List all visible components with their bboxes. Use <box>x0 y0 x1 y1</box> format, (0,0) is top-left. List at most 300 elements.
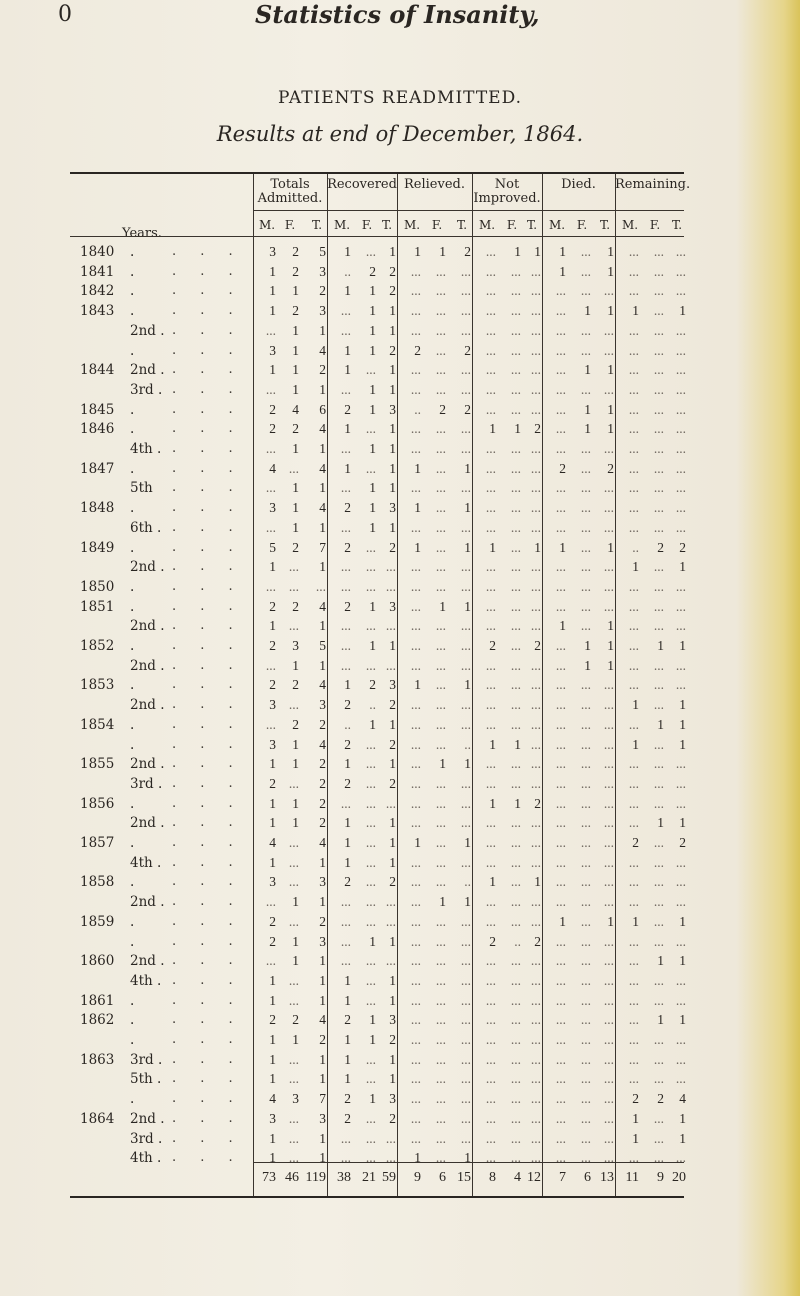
table-cell: 1 <box>439 598 446 614</box>
table-row <box>70 934 684 952</box>
table-cell: ... <box>653 303 664 319</box>
table-cell: 1 <box>319 953 326 969</box>
table-cell: 1 <box>389 716 396 732</box>
table-cell: 1 <box>584 303 591 319</box>
table-cell: 2 <box>269 913 276 929</box>
table-cell: ... <box>460 1012 471 1028</box>
table-cell: 1 <box>389 460 396 476</box>
year-label: 1857 <box>80 835 115 851</box>
table-cell: ... <box>653 598 664 614</box>
table-cell: ... <box>580 697 591 713</box>
year-label: 1849 <box>80 539 115 556</box>
table-cell: ... <box>603 342 614 358</box>
period-label: . <box>130 500 135 517</box>
table-cell: ... <box>675 854 686 870</box>
table-cell: ... <box>485 992 496 1008</box>
table-cell: ... <box>555 381 566 397</box>
table-cell: ... <box>580 1032 591 1047</box>
leader-dots: . . . <box>172 1091 243 1107</box>
table-cell: ... <box>410 441 421 456</box>
table-cell: 2 <box>439 401 446 417</box>
table-cell: 1 <box>679 913 686 929</box>
table-cell: ... <box>530 854 541 870</box>
table-cell: ... <box>485 578 496 594</box>
table-cell: 1 <box>657 638 664 653</box>
table-cell: .. <box>632 539 639 555</box>
total-cell: 15 <box>457 1170 471 1185</box>
table-cell: ... <box>603 953 614 969</box>
table-cell: ... <box>555 795 566 811</box>
table-cell: ... <box>410 1051 421 1067</box>
table-cell: 2 <box>344 736 351 752</box>
table-cell: ... <box>340 618 351 634</box>
table-cell: ... <box>603 1130 614 1146</box>
table-cell: ... <box>510 716 521 732</box>
table-cell: ... <box>628 519 639 535</box>
table-cell: ... <box>628 244 639 259</box>
table-cell: 1 <box>389 1071 396 1087</box>
table-cell: ... <box>628 480 639 496</box>
table-cell: ... <box>555 480 566 496</box>
leader-dots: . . . <box>172 677 243 693</box>
table-cell: ... <box>510 775 521 791</box>
table-cell: ... <box>580 480 591 496</box>
subcolumn-header: T. <box>526 218 538 232</box>
table-cell: 1 <box>344 421 351 437</box>
table-cell: 1 <box>584 638 591 653</box>
table-cell: ... <box>460 815 471 831</box>
table-cell: ... <box>530 322 541 338</box>
table-cell: ... <box>410 283 421 299</box>
table-cell: ... <box>460 519 471 535</box>
table-cell: ... <box>435 874 446 890</box>
table-cell: ... <box>580 874 591 890</box>
table-cell: 5 <box>269 539 276 555</box>
table-cell: ... <box>460 638 471 653</box>
table-cell: ... <box>460 322 471 338</box>
table-cell: 1 <box>439 894 446 910</box>
total-cell: 21 <box>362 1170 376 1185</box>
table-cell: 7 <box>319 539 326 555</box>
period-label: . <box>130 638 135 654</box>
table-cell: ... <box>530 992 541 1008</box>
period-label: . <box>130 716 135 733</box>
table-cell: 1 <box>464 598 471 614</box>
table-cell: ... <box>288 460 299 476</box>
table-cell: ... <box>580 500 591 516</box>
table-cell: ... <box>288 854 299 870</box>
table-cell: ... <box>580 1012 591 1028</box>
table-cell: ... <box>340 578 351 594</box>
running-title: Statistics of Insanity, <box>255 0 540 29</box>
table-cell: 1 <box>369 638 376 653</box>
table-cell: ... <box>530 342 541 358</box>
period-label: . <box>130 736 135 753</box>
table-row <box>70 835 684 853</box>
table-cell: ... <box>580 933 591 949</box>
table-cell: 1 <box>344 972 351 988</box>
table-cell: 3 <box>269 342 276 358</box>
table-cell: ... <box>555 716 566 732</box>
table-cell: ... <box>485 835 496 850</box>
table-cell: ... <box>628 401 639 417</box>
table-cell: ... <box>580 1150 591 1166</box>
table-cell: ... <box>555 972 566 988</box>
table-cell: 1 <box>607 657 614 673</box>
leader-dots: . . . <box>172 559 243 575</box>
page-number: 0 <box>58 2 72 27</box>
table-cell: 1 <box>319 559 326 575</box>
leader-dots: . . . <box>172 638 243 653</box>
table-cell: ... <box>510 283 521 299</box>
patients-readmitted-table <box>70 172 691 1198</box>
table-cell: ... <box>555 342 566 358</box>
table-cell: ... <box>653 1130 664 1146</box>
table-cell: 2 <box>269 598 276 614</box>
table-cell: 2 <box>344 1012 351 1028</box>
table-cell: ... <box>410 992 421 1008</box>
table-cell: ... <box>510 519 521 535</box>
table-cell: ... <box>385 795 396 811</box>
table-cell: ... <box>385 578 396 594</box>
table-row <box>70 382 684 400</box>
table-cell: ... <box>485 677 496 693</box>
group-header: Died. <box>561 177 596 192</box>
year-label: 1852 <box>80 638 115 654</box>
table-cell: 1 <box>292 894 299 910</box>
table-cell: ... <box>510 618 521 634</box>
table-cell: ... <box>265 716 276 732</box>
table-cell: 1 <box>369 933 376 949</box>
table-cell: ... <box>628 598 639 614</box>
table-cell: ... <box>675 1071 686 1087</box>
table-cell: 1 <box>389 756 396 772</box>
table-cell: ... <box>580 1051 591 1067</box>
table-row <box>70 1012 684 1030</box>
table-cell: ... <box>675 874 686 890</box>
period-label: . <box>130 598 135 615</box>
table-cell: .. <box>464 736 471 752</box>
table-cell: 1 <box>389 362 396 378</box>
table-cell: 1 <box>269 756 276 772</box>
table-cell: ... <box>555 775 566 791</box>
table-cell: 1 <box>269 795 276 811</box>
table-cell: ... <box>410 1130 421 1146</box>
table-cell: ... <box>288 618 299 634</box>
table-cell: 3 <box>319 263 326 279</box>
table-cell: 1 <box>269 283 276 299</box>
table-cell: 2 <box>632 1091 639 1107</box>
table-cell: ... <box>435 775 446 791</box>
table-cell: 1 <box>414 539 421 555</box>
table-cell: ... <box>603 598 614 614</box>
table-cell: ... <box>675 598 686 614</box>
table-row <box>70 953 684 971</box>
table-cell: 2 <box>319 815 326 831</box>
table-cell: ... <box>675 1032 686 1047</box>
table-cell: ... <box>365 992 376 1008</box>
table-cell: 1 <box>389 972 396 988</box>
table-cell: 1 <box>414 677 421 693</box>
table-row <box>70 973 684 991</box>
subcolumn-header: F. <box>506 218 518 232</box>
table-cell: 1 <box>389 1051 396 1067</box>
table-cell: ... <box>530 697 541 713</box>
table-cell: 1 <box>292 795 299 811</box>
table-cell: ... <box>460 854 471 870</box>
table-cell: ... <box>435 1051 446 1067</box>
table-cell: ... <box>653 322 664 338</box>
table-cell: 3 <box>389 677 396 693</box>
table-cell: 1 <box>464 894 471 910</box>
table-cell: 1 <box>369 401 376 417</box>
table-cell: ... <box>555 697 566 713</box>
leader-dots: . . . <box>172 894 243 910</box>
table-cell: ... <box>603 441 614 456</box>
table-cell: ... <box>485 1071 496 1087</box>
table-cell: ... <box>603 775 614 791</box>
leader-dots: . . . <box>172 736 243 752</box>
table-cell: ... <box>435 441 446 456</box>
table-cell: 1 <box>292 815 299 831</box>
period-label: 2nd . <box>130 322 165 339</box>
table-cell: ... <box>530 716 541 732</box>
table-cell: ... <box>510 815 521 831</box>
table-cell: 1 <box>369 1012 376 1028</box>
table-cell: ... <box>653 933 664 949</box>
period-label: 4th . <box>130 1150 162 1167</box>
table-cell: ... <box>675 1051 686 1067</box>
group-header: Relieved. <box>404 177 465 192</box>
table-cell: ... <box>485 953 496 969</box>
table-cell: 4 <box>319 677 326 693</box>
table-cell: ... <box>510 460 521 476</box>
table-cell: ... <box>580 1110 591 1126</box>
table-cell: 1 <box>344 815 351 831</box>
leader-dots: . . . <box>172 381 243 397</box>
subcolumn-header: M. <box>621 218 639 232</box>
table-cell: 2 <box>319 1032 326 1047</box>
table-cell: ... <box>628 638 639 653</box>
period-label: 6th . <box>130 519 162 536</box>
table-cell: ... <box>603 322 614 338</box>
period-label: 2nd . <box>130 657 165 674</box>
table-cell: ... <box>580 716 591 732</box>
table-cell: ... <box>555 578 566 594</box>
table-cell: 4 <box>319 835 326 850</box>
table-cell: ... <box>653 441 664 456</box>
table-cell: ... <box>580 519 591 535</box>
total-cell: 6 <box>584 1170 591 1185</box>
table-row <box>70 579 684 597</box>
leader-dots: . . . <box>172 716 243 732</box>
table-cell: 1 <box>369 441 376 456</box>
table-cell: ... <box>530 1071 541 1087</box>
table-cell: ... <box>410 263 421 279</box>
table-cell: 1 <box>607 263 614 279</box>
table-cell: 1 <box>414 835 421 850</box>
table-cell: ... <box>580 894 591 910</box>
period-label: 2nd . <box>130 953 165 970</box>
table-cell: ... <box>485 480 496 496</box>
table-cell: 2 <box>489 638 496 653</box>
table-cell: ... <box>530 815 541 831</box>
table-cell: ... <box>435 460 446 476</box>
table-cell: ... <box>365 815 376 831</box>
period-label: 4th . <box>130 441 162 457</box>
table-cell: 1 <box>439 756 446 772</box>
table-cell: 2 <box>292 677 299 693</box>
table-cell: ... <box>580 539 591 555</box>
table-cell: ... <box>675 933 686 949</box>
table-cell: ... <box>653 854 664 870</box>
table-row <box>70 441 684 459</box>
table-cell: 1 <box>389 519 396 535</box>
table-cell: ... <box>365 854 376 870</box>
table-cell: ... <box>675 460 686 476</box>
table-cell: ... <box>555 421 566 437</box>
table-cell: 3 <box>389 500 396 516</box>
table-cell: ... <box>675 441 686 456</box>
table-cell: 4 <box>319 1012 326 1028</box>
leader-dots: . . . <box>172 1150 243 1166</box>
table-cell: ... <box>628 815 639 831</box>
leader-dots: . . . <box>172 815 243 831</box>
table-cell: 2 <box>269 638 276 653</box>
year-label: 1861 <box>80 992 115 1009</box>
table-cell: ... <box>485 283 496 299</box>
table-cell: 1 <box>292 519 299 535</box>
period-label: . <box>130 677 135 694</box>
table-cell: ... <box>510 381 521 397</box>
table-cell: ... <box>555 303 566 319</box>
table-cell: ... <box>485 401 496 417</box>
table-cell: 2 <box>414 342 421 358</box>
table-cell: ... <box>385 1130 396 1146</box>
table-cell: 2 <box>319 795 326 811</box>
period-label: . <box>130 874 135 891</box>
table-row <box>70 520 684 538</box>
table-row <box>70 461 684 479</box>
table-cell: 1 <box>679 1012 686 1028</box>
table-cell: ... <box>580 835 591 850</box>
table-cell: ... <box>365 736 376 752</box>
leader-dots: . . . <box>172 539 243 555</box>
table-cell: 1 <box>679 953 686 969</box>
table-cell: ... <box>410 933 421 949</box>
period-label: 4th . <box>130 972 162 989</box>
table-cell: ... <box>365 835 376 850</box>
table-cell: ... <box>653 677 664 693</box>
year-label: 1846 <box>80 421 115 438</box>
table-cell: ... <box>580 1071 591 1087</box>
table-cell: ... <box>653 795 664 811</box>
table-cell: ... <box>530 1150 541 1166</box>
table-cell: 2 <box>389 283 396 299</box>
table-cell: ... <box>435 283 446 299</box>
year-label: 1840 <box>80 244 115 260</box>
table-cell: 2 <box>389 263 396 279</box>
table-cell: ... <box>555 874 566 890</box>
table-cell: 1 <box>679 815 686 831</box>
table-cell: ... <box>628 756 639 772</box>
table-cell: ... <box>485 342 496 358</box>
table-cell: 1 <box>319 894 326 910</box>
table-cell: ... <box>510 972 521 988</box>
table-cell: 1 <box>657 953 664 969</box>
table-row <box>70 874 684 892</box>
table-cell: 2 <box>389 539 396 555</box>
table-row <box>70 480 684 498</box>
table-cell: 1 <box>344 1032 351 1047</box>
table-cell: ... <box>530 283 541 299</box>
table-cell: ... <box>555 756 566 772</box>
table-cell: 1 <box>292 342 299 358</box>
table-cell: ... <box>265 480 276 496</box>
table-cell: ... <box>628 1032 639 1047</box>
leader-dots: . . . <box>172 835 243 850</box>
table-cell: ... <box>628 263 639 279</box>
table-row <box>70 993 684 1011</box>
table-cell: ... <box>435 421 446 437</box>
table-cell: ... <box>288 697 299 713</box>
year-label: 1854 <box>80 716 115 733</box>
table-cell: .. <box>514 933 521 949</box>
period-label: . <box>130 244 135 260</box>
total-cell: 12 <box>527 1170 541 1185</box>
table-subtitle: Results at end of December, 1864. <box>216 122 584 146</box>
table-cell: ... <box>460 1130 471 1146</box>
table-cell: ... <box>530 736 541 752</box>
table-cell: 1 <box>489 539 496 555</box>
table-cell: ... <box>435 1091 446 1107</box>
table-cell: ... <box>603 854 614 870</box>
table-cell: 4 <box>269 1091 276 1107</box>
table-cell: ... <box>410 697 421 713</box>
table-title: PATIENTS READMITTED. <box>277 88 523 108</box>
table-cell: 1 <box>269 972 276 988</box>
table-cell: ... <box>410 736 421 752</box>
table-cell: ... <box>530 1091 541 1107</box>
table-cell: ... <box>603 519 614 535</box>
table-cell: 2 <box>269 775 276 791</box>
table-cell: .. <box>344 263 351 279</box>
table-cell: ... <box>530 500 541 516</box>
table-cell: 1 <box>679 559 686 575</box>
table-cell: ... <box>653 362 664 378</box>
year-label: 1856 <box>80 795 115 812</box>
table-cell: ... <box>675 421 686 437</box>
table-cell: ... <box>580 775 591 791</box>
table-cell: ... <box>460 1051 471 1067</box>
total-cell: 59 <box>382 1170 396 1185</box>
table-cell: 1 <box>369 598 376 614</box>
table-cell: ... <box>628 992 639 1008</box>
table-cell: ... <box>653 244 664 259</box>
table-cell: ... <box>628 618 639 634</box>
table-cell: 1 <box>344 992 351 1008</box>
table-cell: 1 <box>269 303 276 319</box>
table-cell: ... <box>675 992 686 1008</box>
table-cell: 1 <box>632 697 639 713</box>
period-label: 3rd . <box>130 775 163 792</box>
year-label: 1841 <box>80 263 115 280</box>
table-cell: 1 <box>632 1110 639 1126</box>
period-label: . <box>130 303 135 320</box>
table-cell: ... <box>675 401 686 417</box>
table-cell: 1 <box>292 736 299 752</box>
table-cell: 4 <box>319 598 326 614</box>
